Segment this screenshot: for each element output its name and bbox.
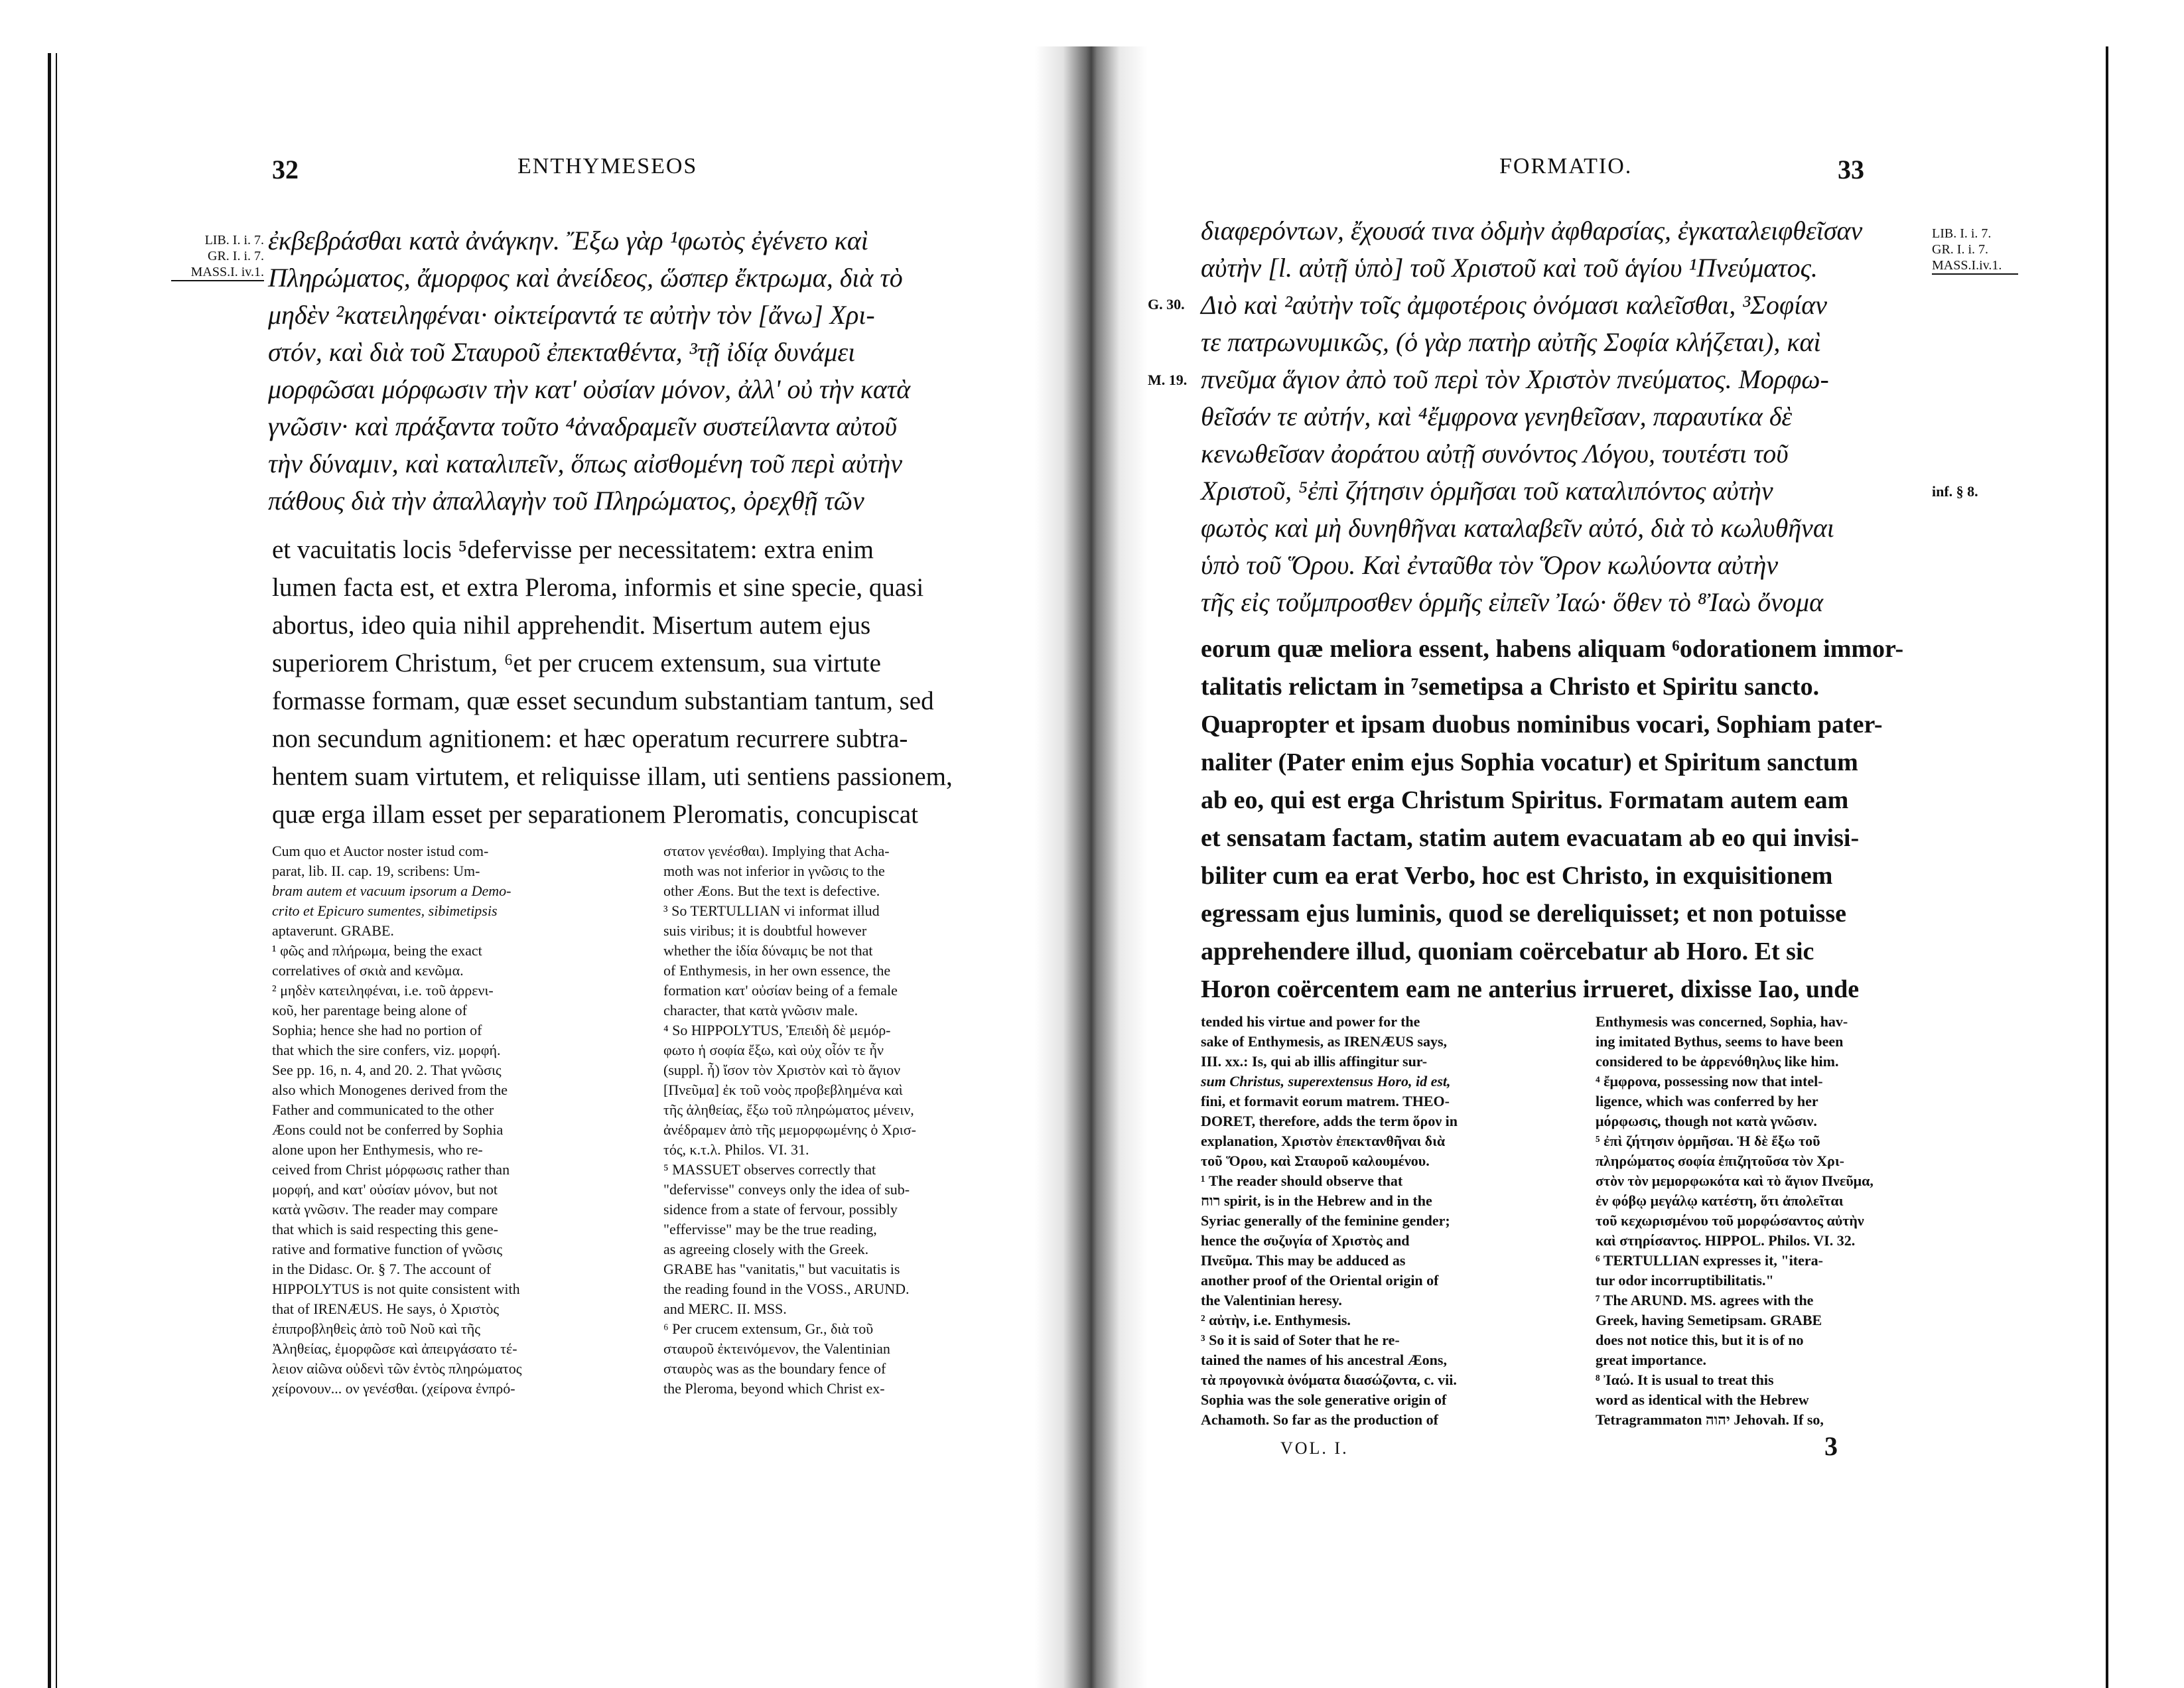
running-head: FORMATIO. bbox=[1499, 154, 1633, 178]
running-head: ENTHYMESEOS bbox=[517, 154, 698, 178]
footnotes-left-column: tended his virtue and power for the sake of Enthymesis, as IRENÆUS says, III. xx.: Is, qui ab illis affingitur sur- sum Christus, superextensus Horo, id est, fini, et formavit eorum matrem. THEO- DORET, therefore, adds the term ὅρον in explanation, Χριστὸν ἐπεκτανθῆναι διὰ τοῦ Ὅρου, καὶ Σταυροῦ καλουμένου. ¹ The reader should observe that רוח spirit, is in the Hebrew and in the Syriac generally of the feminine gender; hence the συζυγία of Χριστὸς and Πνεῦμα. This may be adduced as another proof of the Oriental origin of the Valentinian heresy. ² αὐτὴν, i.e. Enthymesis. ³ So it is said of Soter that he re- tained the names of his ancestral Æons, τὰ προγονικὰ ὀνόματα διασώζοντα, c. vii. Sophia was the sole generative origin of Achamoth. So far as the production of bbox=[1201, 1013, 1458, 1428]
footnotes-right-column: στατον γενέσθαι). Implying that Acha- moth was not inferior in γνῶσις to the other Æons. But the text is defective. ³ So TERTULLIAN vi informat illud suis viribus; it is doubtful however whether the ἰδία δύναμις be not that of Enthymesis, in her own essence, the formation κατ' οὐσίαν being of a female character, that κατὰ γνῶσιν male. ⁴ So HIPPOLYTUS, Ἐπειδὴ δὲ μεμόρ- φωτο ἡ σοφία ἔξω, καὶ οὐχ οἷόν τε ἦν (suppl. ἦ) ἴσον τὸν Χριστὸν καὶ τὸ ἅγιον [Πνεῦμα] ἐκ τοῦ νοὸς προβεβλημένα καὶ τῆς ἀληθείας, ἔξω τοῦ πληρώματος μένειν, ἀνέδραμεν ἀπὸ τῆς μεμορφωμένης ὁ Χρισ- τός, κ.τ.λ. Philos. VI. 31. ⁵ MASSUET observes correctly that "defervisse" conveys only the idea of sub- sidence from a state of fervour, possibly "effervisse" may be the true reading, as agreeing closely with the Greek. GRABE has "vanitatis," but vacuitatis is the reading found in the VOSS., ARUND. and MERC. II. MSS. ⁶ Per crucem extensum, Gr., διὰ τοῦ σταυροῦ ἐκτεινόμενον, the Valentinian σταυρὸς was as the boundary fence of the Pleroma, beyond which Christ ex- bbox=[663, 843, 916, 1397]
margin-mark-g: G. 30. bbox=[1148, 296, 1185, 313]
margin-mark-inf: inf. § 8. bbox=[1932, 483, 1978, 500]
footnotes-right-column: Enthymesis was concerned, Sophia, hav- ing imitated Bythus, seems to have been considered to be ἀρρενόθηλυς like him. ⁴ ἔμφρονα, possessing now that intel- ligence, which was conferred by her μόρφωσις, though not κατὰ γνῶσιν. ⁵ ἐπὶ ζήτησιν ὁρμῆσαι. Ἡ δὲ ἔξω τοῦ πληρώματος σοφία ἐπιζητοῦσα τὸν Χρι- στὸν τὸν μεμορφωκότα καὶ τὸ ἅγιον Πνεῦμα, ἐν φόβῳ μεγάλῳ κατέστη, ὅτι ἀπολεῖται τοῦ κεχωρισμένου τοῦ μορφώσαντος αὐτὴν καὶ στηρίσαντος. HIPPOL. Philos. VI. 32. ⁶ TERTULLIAN expresses it, "itera- tur odor incorruptibilitatis." ⁷ The ARUND. MS. agrees with the Greek, having Semetipsam. GRABE does not notice this, but it is of no great importance. ⁸ Ἰαώ. It is usual to treat this word as identical with the Hebrew Tetragrammaton יהוה Jehovah. If so, bbox=[1596, 1013, 1874, 1428]
greek-text: ἐκβεβράσθαι κατὰ ἀνάγκην. Ἔξω γὰρ ¹φωτὸς ἐγένετο καὶ Πληρώματος, ἄμορφος καὶ ἀνείδεος, ὥσπερ ἔκτρωμα, διὰ τὸ μηδὲν ²κατειληφέναι· οἰκτείραντά τε αὐτὴν τὸν [ἄνω] Χρι- στόν, καὶ διὰ τοῦ Σταυροῦ ἐπεκταθέντα, ³τῇ ἰδίᾳ δυνάμει μορφῶσαι μόρφωσιν τὴν κατ' οὐσίαν μόνον, ἀλλ' οὐ τὴν κατὰ γνῶσιν· καὶ πράξαντα τοῦτο ⁴ἀναδραμεῖν συστείλαντα αὐτοῦ τὴν δύναμιν, καὶ καταλιπεῖν, ὅπως αἰσθομένη τοῦ περὶ αὐτὴν πάθους διὰ τὴν ἀπαλλαγὴν τοῦ Πληρώματος, ὀρεχθῇ τῶν bbox=[268, 226, 911, 516]
sheet-signature: 3 bbox=[1824, 1431, 1838, 1461]
latin-text: et vacuitatis locis ⁵defervisse per necessitatem: extra enim lumen facta est, et extra Pleroma, informis et sine specie, quasi abortus, ideo quia nihil apprehendit. Misertum autem ejus superiorem Christum, ⁶et per crucem extensum, sua virtute formasse formam, quæ esset secundum substantiam tantum, sed non secundum agnitionem: et hæc operatum recurrere subtra- hentem suam virtutem, et reliquisse illam, uti sentiens passionem, quæ erga illam esset per separationem Pleromatis, concupiscat bbox=[272, 535, 953, 829]
page-number: 33 bbox=[1838, 155, 1864, 184]
page-number: 32 bbox=[272, 155, 299, 184]
greek-text: διαφερόντων, ἔχουσά τινα ὀδμὴν ἀφθαρσίας, ἐγκαταλειφθεῖσαν αὐτὴν [l. αὐτῇ ὑπὸ] τοῦ Χριστοῦ καὶ τοῦ ἁγίου ¹Πνεύματος. Διὸ καὶ ²αὐτὴν τοῖς ἀμφοτέροις ὀνόμασι καλεῖσθαι, ³Σοφίαν τε πατρωνυμικῶς, (ὁ γὰρ πατὴρ αὐτῆς Σοφία κλήζεται), καὶ πνεῦμα ἅγιον ἀπὸ τοῦ περὶ τὸν Χριστὸν πνεύματος. Μορφω- θεῖσάν τε αὐτήν, καὶ ⁴ἔμφρονα γενηθεῖσαν, παραυτίκα δὲ κενωθεῖσαν ἀοράτου αὐτῇ συνόντος Λόγου, τουτέστι τοῦ Χριστοῦ, ⁵ἐπὶ ζήτησιν ὁρμῆσαι τοῦ καταλιπόντος αὐτὴν φωτὸς καὶ μὴ δυνηθῆναι καταλαβεῖν αὐτό, διὰ τὸ κωλυθῆναι ὑπὸ τοῦ Ὅρου. Καὶ ἐνταῦθα τὸν Ὅρον κωλύοντα αὐτὴν τῆς εἰς τοὔμπροσθεν ὁρμῆς εἰπεῖν Ἰαώ· ὅθεν τὸ ⁸Ἰαὼ ὄνομα bbox=[1201, 216, 1863, 617]
right-page bbox=[1095, 0, 2184, 1688]
volume-signature: VOL. I. bbox=[1280, 1439, 1349, 1458]
margin-reference: LIB. I. i. 7. GR. I. i. 7. MASS.I. iv.1. bbox=[171, 232, 264, 281]
latin-text: eorum quæ meliora essent, habens aliquam ⁶odorationem immor- talitatis relictam in ⁷semetipsa a Christo et Spiritu sancto. Quapropter et ipsam duobus nominibus vocari, Sophiam pater- naliter (Pater enim ejus Sophia vocatur) et Spiritum sanctum ab eo, qui est erga Christum Spiritus. Formatam autem eam et sensatam factam, statim autem evacuatam ab eo qui invisi- biliter cum ea erat Verbo, hoc est Christo, in exquisitionem egressam ejus luminis, quod se dereliquisset; et non potuisse apprehendere illud, quoniam coërcebatur ab Horo. Et sic Horon coërcentem eam ne anterius irrueret, dixisse Iao, unde bbox=[1201, 635, 1904, 1003]
margin-mark-m: M. 19. bbox=[1148, 372, 1188, 388]
left-page bbox=[0, 0, 1088, 1688]
margin-reference: LIB. I. i. 7. GR. I. i. 7. MASS.I.iv.1. bbox=[1932, 226, 2018, 275]
footnotes-left-column: Cum quo et Auctor noster istud com- parat, lib. II. cap. 19, scribens: Um- bram autem et vacuum ipsorum a Demo- crito et Epicuro sumentes, sibimetipsis aptaverunt. GRABE. ¹ φῶς and πλήρωμα, being the exact correlatives of σκιὰ and κενῶμα. ² μηδὲν κατειληφέναι, i.e. τοῦ ἀρρενι- κοῦ, her parentage being alone of Sophia; hence she had no portion of that which the sire confers, viz. μορφή. See pp. 16, n. 4, and 20. 2. That γνῶσις also which Monogenes derived from the Father and communicated to the other Æons could not be conferred by Sophia alone upon her Enthymesis, who re- ceived from Christ μόρφωσις rather than μορφή, and κατ' οὐσίαν μόνον, but not κατὰ γνῶσιν. The reader may compare that which is said respecting this gene- rative and formative function of γνῶσις in the Didasc. Or. § 7. The account of HIPPOLYTUS is not quite consistent with that of IRENÆUS. He says, ὁ Χριστὸς ἐπιπροβληθεὶς ἀπὸ τοῦ Νοῦ καὶ τῆς Ἀληθείας, ἐμορφῶσε καὶ ἀπειργάσατο τέ- λειον αἰῶνα οὐδενὶ τῶν ἐντὸς πληρώματος χείρονουν... ον γενέσθαι. (χείρονα ἐνπρό- bbox=[272, 843, 522, 1397]
